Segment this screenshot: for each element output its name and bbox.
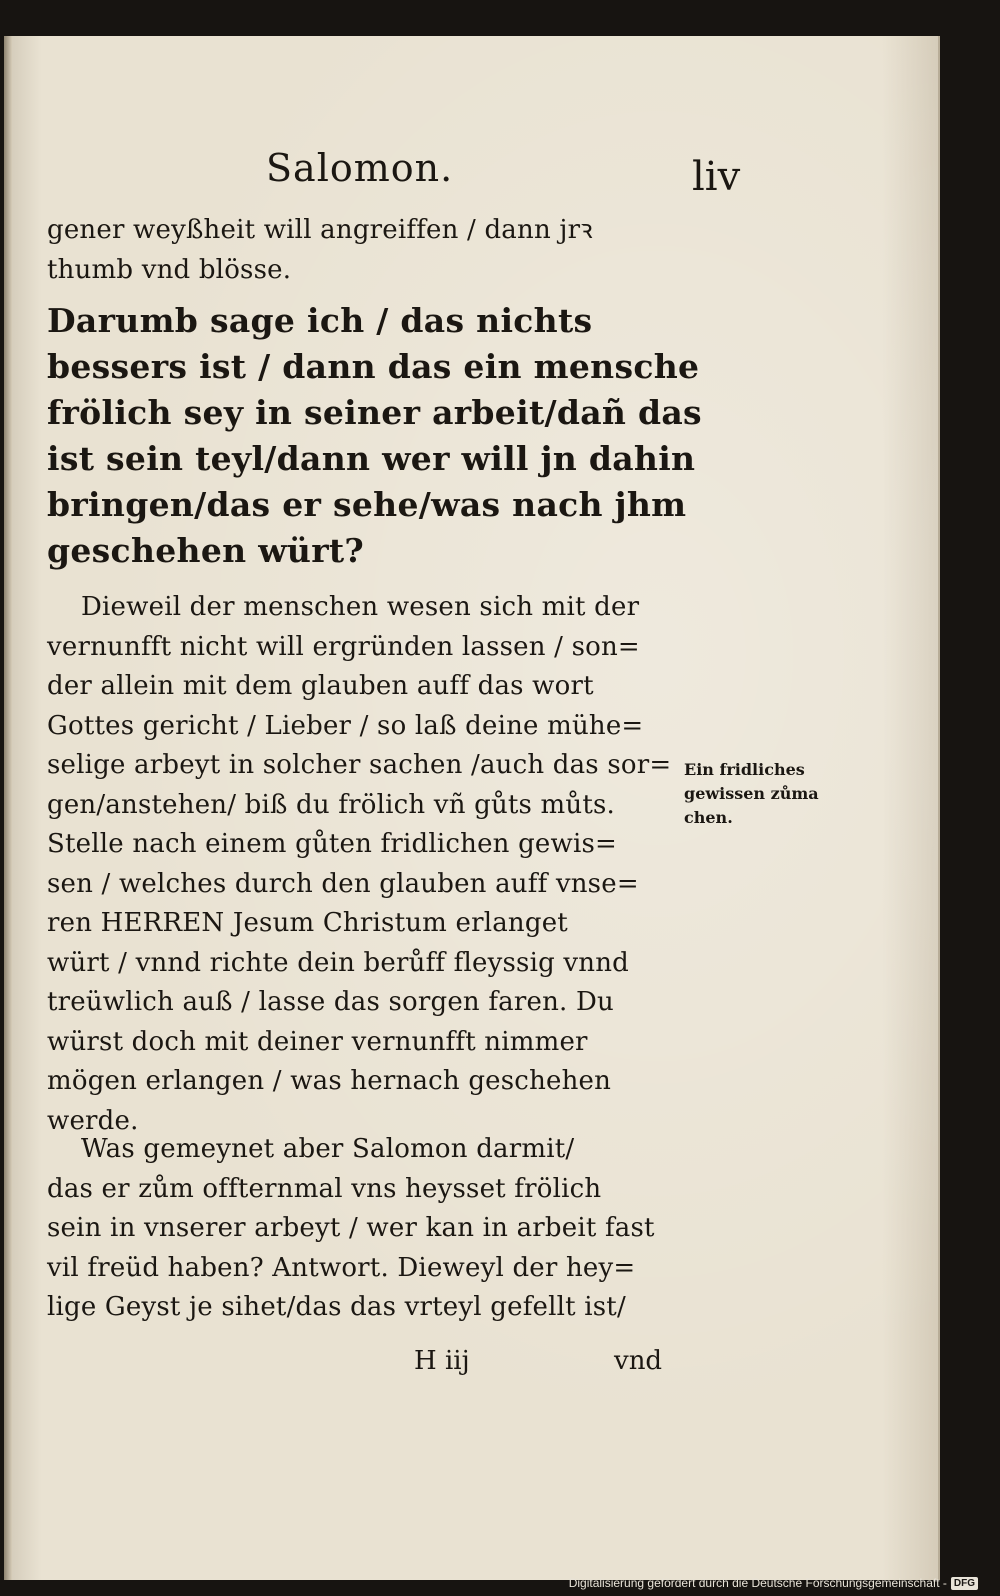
marginal-note [684, 758, 874, 830]
text-line: frölich sey in seiner arbeit/dañ das [47, 393, 702, 432]
text-line: ist sein teyl/dann wer will jn dahin [47, 439, 696, 478]
book-page [4, 36, 940, 1580]
text-line: Dieweil der menschen wesen sich mit der [81, 592, 640, 622]
text-line: geschehen würt? [47, 531, 365, 570]
text-line: bessers ist / dann das ein mensche [47, 347, 700, 386]
text-line: Darumb sage ich / das nichts [47, 301, 593, 340]
catchword: vnd [614, 1346, 663, 1376]
text-line: Stelle nach einem gůten fridlichen gewis= [47, 829, 618, 859]
text-line: würst doch mit deiner vernunfft nimmer [47, 1026, 588, 1057]
continuation-paragraph [47, 211, 687, 290]
text-line: bringen/das er sehe/was nach jhm [47, 485, 687, 524]
text-line: Gottes gericht / Lieber / so laß deine mühe= [47, 710, 644, 741]
text-line: sen / welches durch den glauben auff vnse= [47, 868, 639, 899]
text-line: treüwlich auß / lasse das sorgen faren. Du [47, 987, 614, 1017]
verse-paragraph [47, 298, 702, 574]
text-line: das er zům offternmal vns heysset frölich [47, 1173, 602, 1204]
text-line: lige Geyst je sihet/das das vrteyl gefellt ist/ [47, 1292, 626, 1322]
signature-mark: H iij [414, 1346, 470, 1376]
text-line: selige arbeyt in solcher sachen /auch das sor= [47, 750, 672, 780]
running-title: Salomon. [266, 146, 454, 190]
digitization-credit [569, 1574, 978, 1592]
text-line: werde. [47, 1105, 139, 1136]
text-line: sein in vnserer arbeyt / wer kan in arbeit fast [47, 1213, 655, 1243]
text-line: gen/anstehen/ biß du frölich vñ gůts můts. [47, 789, 616, 820]
text-line: ren HERREN Jesum Christum erlanget [47, 908, 568, 938]
text-line: der allein mit dem glauben auff das wort [47, 671, 594, 701]
text-line: Was gemeynet aber Salomon darmit/ [81, 1134, 575, 1164]
text-line: gener weyßheit will angreiffen / dann jrꝛ [47, 215, 593, 245]
commentary-paragraph-2 [47, 1130, 687, 1328]
text-line: mögen erlangen / was hernach geschehen [47, 1066, 612, 1096]
commentary-paragraph-1 [47, 588, 687, 1141]
text-line: thumb vnd blösse. [47, 254, 292, 285]
marginal-note-line: gewissen zůma [684, 784, 819, 803]
text-line: vil freüd haben? Antwort. Dieweyl der hey= [47, 1252, 636, 1283]
dfg-logo-icon: DFG [951, 1577, 978, 1590]
marginal-note-line: Ein fridliches [684, 760, 805, 779]
text-line: vernunfft nicht will ergründen lassen / son= [47, 631, 640, 662]
text-line: würt / vnnd richte dein berůff fleyssig vnnd [47, 947, 630, 978]
folio-number: liv [692, 154, 741, 200]
marginal-note-line: chen. [684, 808, 733, 827]
credit-text: Digitalisierung gefördert durch die Deutsche Forschungsgemeinschaft - [568, 1576, 947, 1590]
page-gutter-edge [4, 36, 12, 1580]
